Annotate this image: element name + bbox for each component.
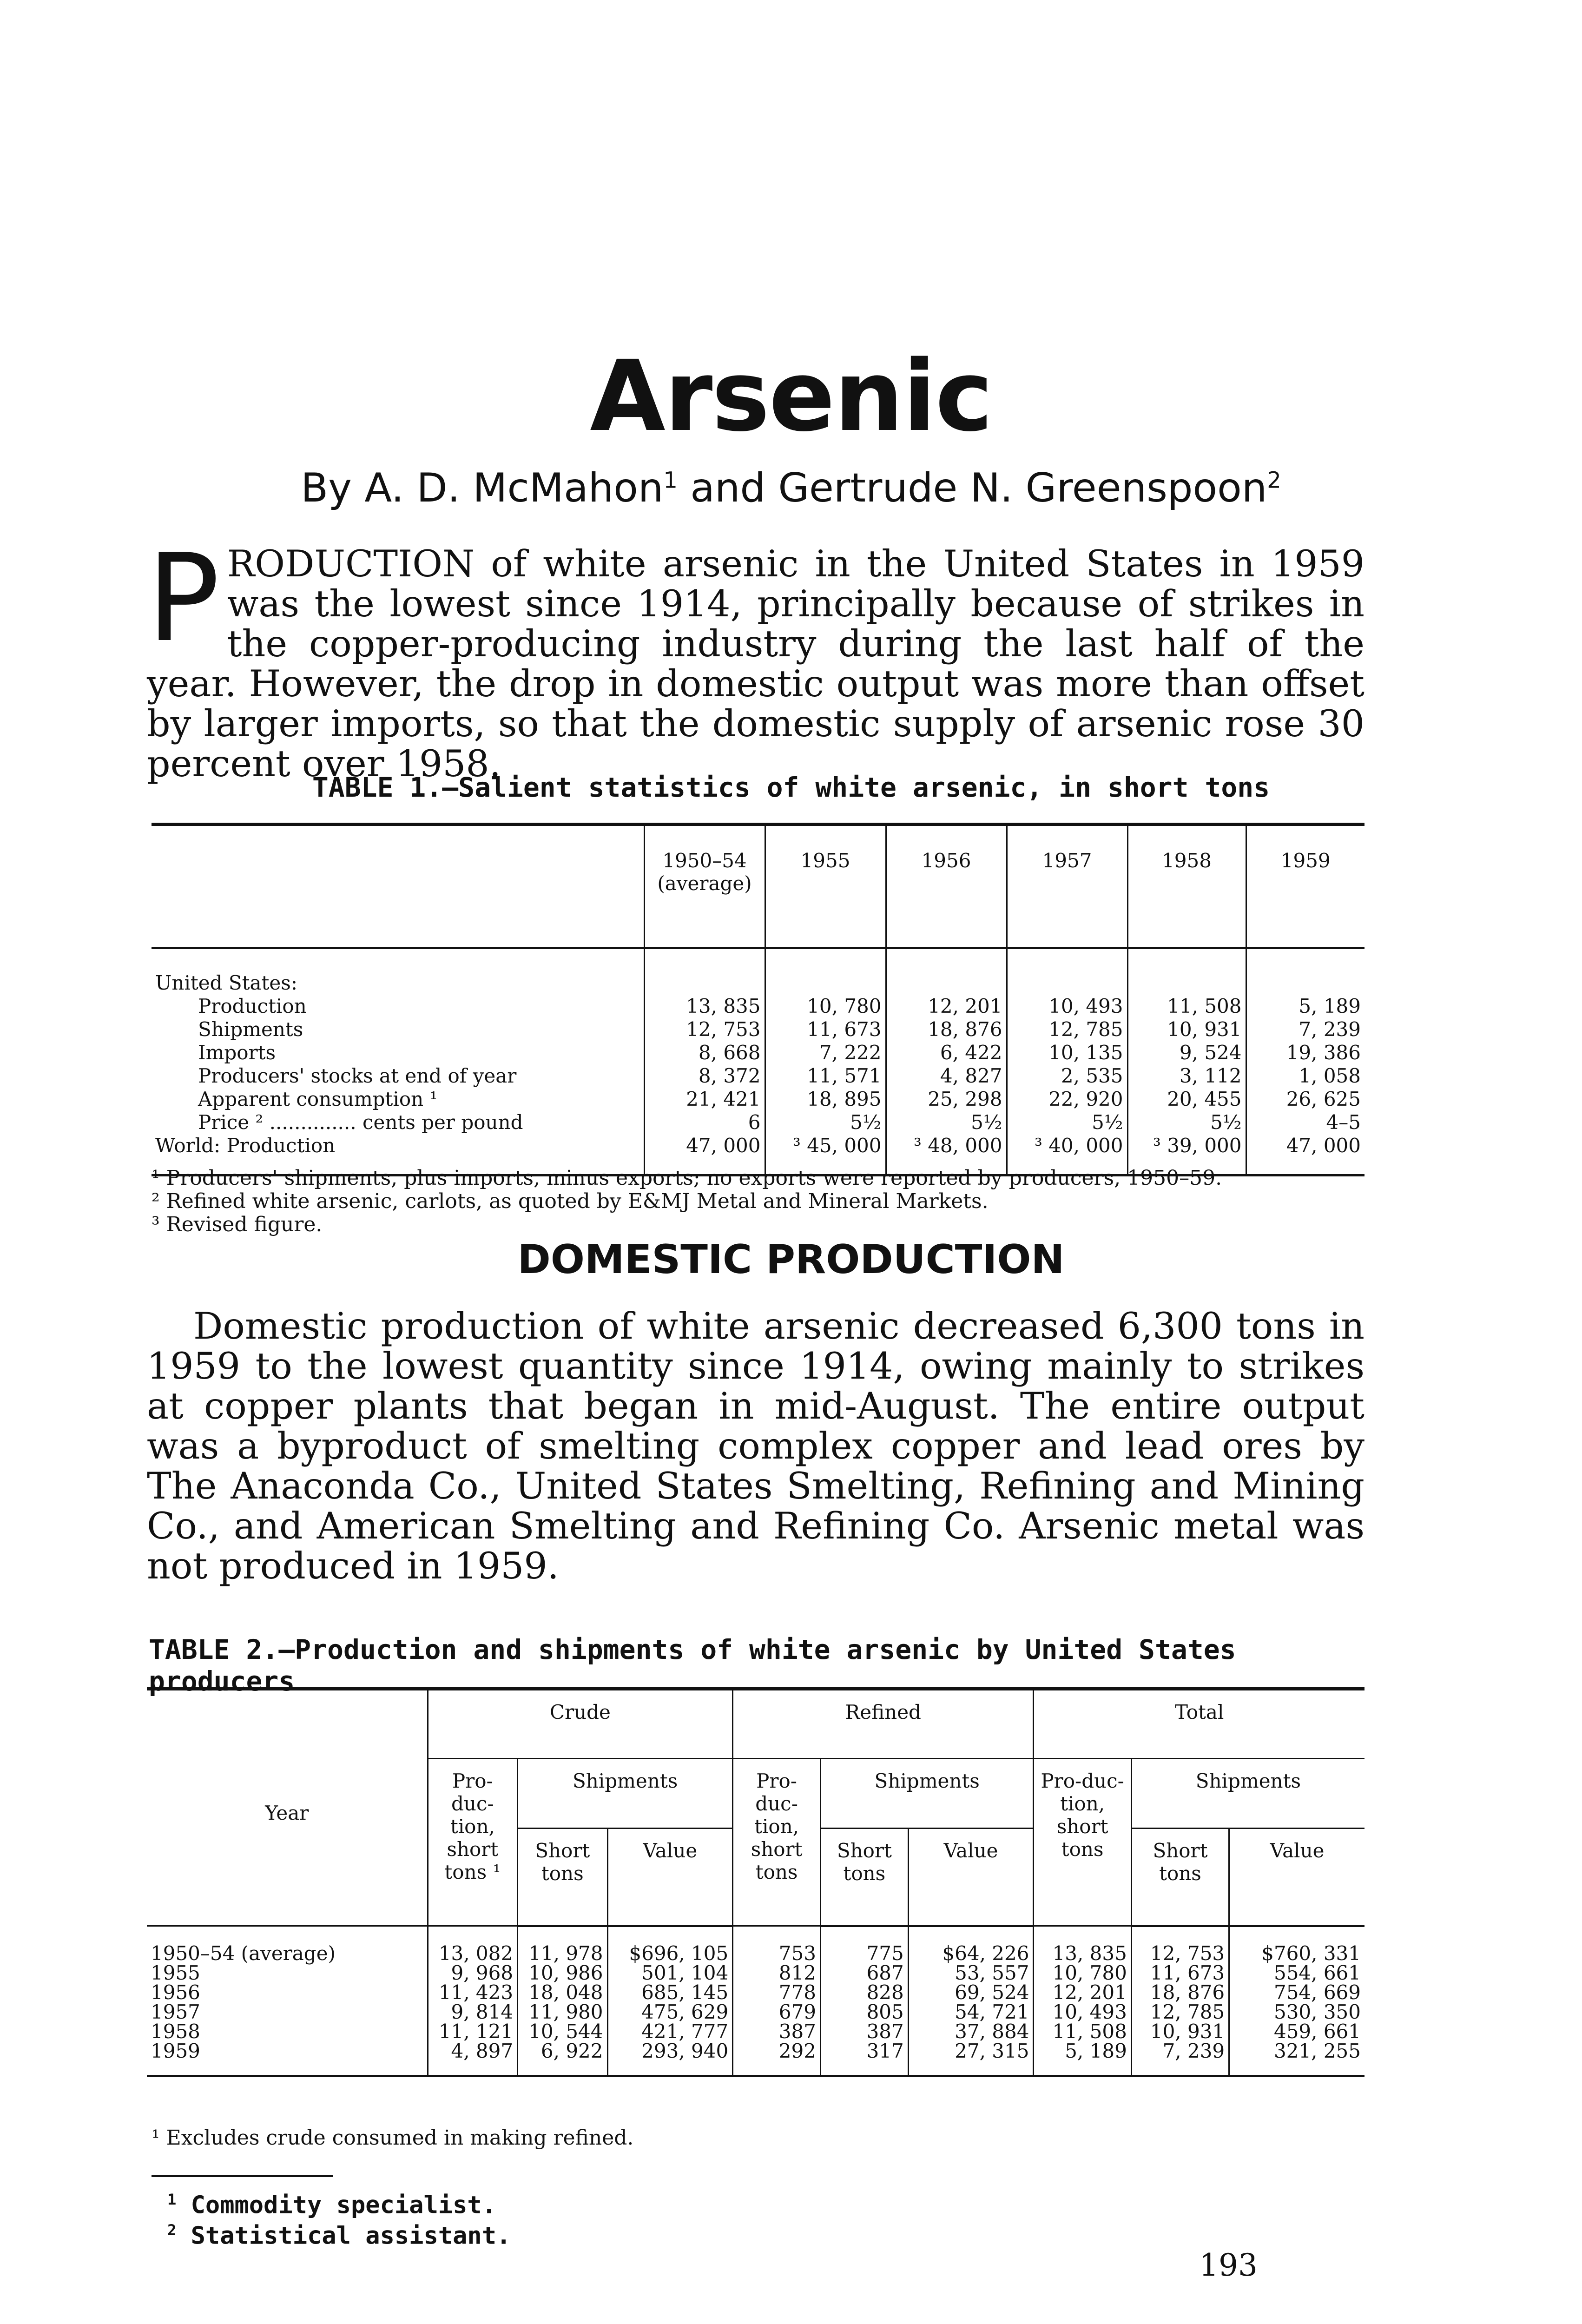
- cell: 5½: [1127, 1111, 1246, 1134]
- domestic-production-paragraph: Domestic production of white arsenic decreased 6,300 tons in 1959 to the lowest quantity since 1914, owing mainly to strikes at copper plants that began in mid-August. The entire output was a byproduct of smelting complex copper and lead ores by The Anaconda Co., United States Smelting, Refining and Mining Co., and American Smelting and Refining Co. Arsenic metal was not produced in 1959.: [147, 1305, 1364, 1587]
- cell: 12, 753: [644, 1018, 765, 1041]
- crude-shipments-header: Shipments: [518, 1759, 733, 1829]
- cell: 21, 421: [644, 1088, 765, 1111]
- row-label: 1958: [151, 2020, 200, 2043]
- cell: 7, 239: [1246, 1018, 1364, 1041]
- cell: 5, 189: [1246, 995, 1364, 1018]
- cell: 501, 104: [607, 1963, 733, 1983]
- page-number: 193: [1199, 2247, 1258, 2283]
- cell: 387: [820, 2022, 908, 2041]
- cell: 18, 895: [765, 1088, 886, 1111]
- cell: 778: [733, 1983, 821, 2002]
- cell: $696, 105: [607, 1926, 733, 1964]
- cell: 11, 423: [428, 1983, 517, 2002]
- cell: 69, 524: [908, 1983, 1034, 2002]
- cell: 10, 780: [1034, 1963, 1131, 1983]
- cell: 11, 673: [765, 1018, 886, 1041]
- author-1: By A. D. McMahon: [301, 465, 664, 511]
- author-notes: [167, 2187, 511, 2249]
- cell: 13, 835: [1034, 1926, 1131, 1964]
- cell: ³ 45, 000: [765, 1134, 886, 1175]
- cell: 459, 661: [1229, 2022, 1364, 2041]
- refined-value-header: Value: [908, 1829, 1034, 1926]
- cell: 9, 524: [1127, 1041, 1246, 1064]
- total-value-header: Value: [1229, 1829, 1364, 1926]
- cell: 4–5: [1246, 1111, 1364, 1134]
- table-1-caption: TABLE 1.—Salient statistics of white arsenic, in short tons: [312, 772, 1270, 803]
- table-2-caption: TABLE 2.—Production and shipments of white arsenic by United States producers: [149, 1634, 1236, 1697]
- cell: 8, 372: [644, 1064, 765, 1088]
- table-1: [152, 823, 1364, 1176]
- table-row: [147, 2022, 1364, 2041]
- cell: 4, 897: [428, 2041, 517, 2076]
- cell: 13, 835: [644, 995, 765, 1018]
- cell: $760, 331: [1229, 1926, 1364, 1964]
- table-2: [147, 1687, 1364, 2077]
- row-label: Price ² .............. cents per pound: [198, 1111, 523, 1134]
- cell: 22, 920: [1007, 1088, 1127, 1111]
- table-row: [147, 1926, 1364, 1964]
- crude-short-tons-header: Short tons: [518, 1829, 607, 1926]
- cell: 18, 876: [886, 1018, 1007, 1041]
- year-header: Year: [147, 1689, 428, 1926]
- cell: 10, 986: [518, 1963, 607, 1983]
- table-row: [152, 1088, 1364, 1111]
- cell: 25, 298: [886, 1088, 1007, 1111]
- cell: 687: [820, 1963, 908, 1983]
- footnote-divider: [152, 2175, 333, 2177]
- cell: 26, 625: [1246, 1088, 1364, 1111]
- cell: 805: [820, 2002, 908, 2022]
- cell: 5, 189: [1034, 2041, 1131, 2076]
- cell: 321, 255: [1229, 2041, 1364, 2076]
- table-1-col-header: 1955: [765, 825, 886, 948]
- row-label: 1950–54 (average): [151, 1941, 336, 1965]
- cell: 47, 000: [1246, 1134, 1364, 1175]
- table-row: [152, 1018, 1364, 1041]
- row-label: World: Production: [155, 1134, 336, 1157]
- table-row: [152, 1041, 1364, 1064]
- refined-production-header: Pro-duc-tion, short tons: [733, 1759, 821, 1926]
- table-row: [147, 2002, 1364, 2022]
- cell: 4, 827: [886, 1064, 1007, 1088]
- cell: 11, 508: [1127, 995, 1246, 1018]
- cell: 292: [733, 2041, 821, 2076]
- table-1-col-header: 1958: [1127, 825, 1246, 948]
- author-2-footnote-ref: 2: [1267, 467, 1281, 494]
- cell: 685, 145: [607, 1983, 733, 2002]
- table-1-section-label: United States:: [155, 971, 297, 994]
- table-1-footnote: ¹ Producers' shipments, plus imports, minus exports; no exports were reported by producers, 1950–59.: [152, 1166, 1222, 1190]
- author-1-footnote-ref: 1: [663, 467, 678, 494]
- author-2: and Gertrude N. Greenspoon: [677, 465, 1267, 511]
- cell: 421, 777: [607, 2022, 733, 2041]
- cell: 8, 668: [644, 1041, 765, 1064]
- row-label: Apparent consumption ¹: [198, 1088, 438, 1110]
- cell: ³ 48, 000: [886, 1134, 1007, 1175]
- cell: 753: [733, 1926, 821, 1964]
- table-row: [152, 995, 1364, 1018]
- cell: ³ 40, 000: [1007, 1134, 1127, 1175]
- table-1-col-header: 1957: [1007, 825, 1127, 948]
- author-note: Commodity specialist.: [191, 2191, 497, 2219]
- group-header-crude: Crude: [428, 1689, 733, 1759]
- row-label: 1956: [151, 1981, 200, 2004]
- cell: 6, 922: [518, 2041, 607, 2076]
- table-1-footnote: ³ Revised figure.: [152, 1213, 323, 1236]
- row-label: Shipments: [198, 1018, 303, 1041]
- cell: 812: [733, 1963, 821, 1983]
- table-2-footnote: ¹ Excludes crude consumed in making refined.: [152, 2126, 634, 2150]
- note-marker: 1: [167, 2191, 177, 2208]
- table-row: [152, 1064, 1364, 1088]
- cell: 5½: [1007, 1111, 1127, 1134]
- cell: 530, 350: [1229, 2002, 1364, 2022]
- crude-production-header: Pro-duc-tion, short tons ¹: [428, 1759, 517, 1926]
- cell: 18, 876: [1131, 1983, 1229, 2002]
- table-1-col-header: 1950–54 (average): [644, 825, 765, 948]
- intro-paragraph: [147, 528, 1364, 785]
- cell: 679: [733, 2002, 821, 2022]
- cell: 554, 661: [1229, 1963, 1364, 1983]
- refined-short-tons-header: Short tons: [820, 1829, 908, 1926]
- table-1-col-header: 1959: [1246, 825, 1364, 948]
- cell: 7, 222: [765, 1041, 886, 1064]
- cell: 317: [820, 2041, 908, 2076]
- cell: 7, 239: [1131, 2041, 1229, 2076]
- cell: 387: [733, 2022, 821, 2041]
- byline: [0, 465, 1582, 511]
- cell: $64, 226: [908, 1926, 1034, 1964]
- crude-value-header: Value: [607, 1829, 733, 1926]
- cell: 10, 931: [1127, 1018, 1246, 1041]
- cell: 11, 508: [1034, 2022, 1131, 2041]
- cell: 6, 422: [886, 1041, 1007, 1064]
- table-1-col-header: 1956: [886, 825, 1007, 948]
- cell: 12, 753: [1131, 1926, 1229, 1964]
- cell: 9, 968: [428, 1963, 517, 1983]
- cell: ³ 39, 000: [1127, 1134, 1246, 1175]
- total-shipments-header: Shipments: [1131, 1759, 1364, 1829]
- cell: 53, 557: [908, 1963, 1034, 1983]
- cell: 6: [644, 1111, 765, 1134]
- author-note: Statistical assistant.: [191, 2222, 511, 2250]
- row-label: 1955: [151, 1961, 200, 1984]
- cell: 775: [820, 1926, 908, 1964]
- cell: 11, 673: [1131, 1963, 1229, 1983]
- cell: 12, 785: [1131, 2002, 1229, 2022]
- row-label: 1959: [151, 2040, 200, 2062]
- refined-shipments-header: Shipments: [820, 1759, 1033, 1829]
- cell: 5½: [765, 1111, 886, 1134]
- cell: 9, 814: [428, 2002, 517, 2022]
- cell: 12, 201: [886, 995, 1007, 1018]
- section-heading: DOMESTIC PRODUCTION: [517, 1236, 1065, 1283]
- cell: 754, 669: [1229, 1983, 1364, 2002]
- cell: 5½: [886, 1111, 1007, 1134]
- table-row: [147, 1983, 1364, 2002]
- cell: 10, 931: [1131, 2022, 1229, 2041]
- cell: 10, 493: [1034, 2002, 1131, 2022]
- intro-text: RODUCTION of white arsenic in the United States in 1959 was the lowest since 1914, principally because of strikes in the copper-producing industry during the last half of the year. However, the drop in domestic output was more than offset by larger imports, so that the domestic supply of arsenic rose 30 percent over 1958.: [147, 542, 1364, 785]
- cell: 475, 629: [607, 2002, 733, 2022]
- cell: 12, 201: [1034, 1983, 1131, 2002]
- cell: 10, 780: [765, 995, 886, 1018]
- table-row: [152, 948, 1364, 995]
- cell: 11, 121: [428, 2022, 517, 2041]
- cell: 3, 112: [1127, 1064, 1246, 1088]
- row-label: Producers' stocks at end of year: [198, 1064, 517, 1087]
- row-label: Imports: [198, 1041, 276, 1064]
- cell: 10, 493: [1007, 995, 1127, 1018]
- row-label: Production: [198, 995, 307, 1017]
- cell: 11, 571: [765, 1064, 886, 1088]
- total-production-header: Pro-duc-tion, short tons: [1034, 1759, 1131, 1926]
- cell: 293, 940: [607, 2041, 733, 2076]
- page-title: Arsenic: [590, 339, 992, 453]
- cell: 828: [820, 1983, 908, 2002]
- cell: 27, 315: [908, 2041, 1034, 2076]
- cell: 2, 535: [1007, 1064, 1127, 1088]
- cell: 13, 082: [428, 1926, 517, 1964]
- total-short-tons-header: Short tons: [1131, 1829, 1229, 1926]
- table-1-stub-header: [152, 825, 644, 948]
- cell: 20, 455: [1127, 1088, 1246, 1111]
- cell: 37, 884: [908, 2022, 1034, 2041]
- cell: 11, 980: [518, 2002, 607, 2022]
- cell: 12, 785: [1007, 1018, 1127, 1041]
- table-row: [147, 2041, 1364, 2076]
- cell: 11, 978: [518, 1926, 607, 1964]
- table-row: [147, 1963, 1364, 1983]
- group-header-total: Total: [1034, 1689, 1364, 1759]
- cell: 1, 058: [1246, 1064, 1364, 1088]
- cell: 10, 544: [518, 2022, 607, 2041]
- cell: 47, 000: [644, 1134, 765, 1175]
- cell: 54, 721: [908, 2002, 1034, 2022]
- table-row: [152, 1111, 1364, 1134]
- table-1-footnote: ² Refined white arsenic, carlots, as quoted by E&MJ Metal and Mineral Markets.: [152, 1189, 989, 1213]
- cell: 10, 135: [1007, 1041, 1127, 1064]
- row-label: 1957: [151, 2000, 200, 2023]
- group-header-refined: Refined: [733, 1689, 1034, 1759]
- drop-cap: P: [147, 528, 220, 669]
- note-marker: 2: [167, 2221, 177, 2239]
- cell: 19, 386: [1246, 1041, 1364, 1064]
- cell: 18, 048: [518, 1983, 607, 2002]
